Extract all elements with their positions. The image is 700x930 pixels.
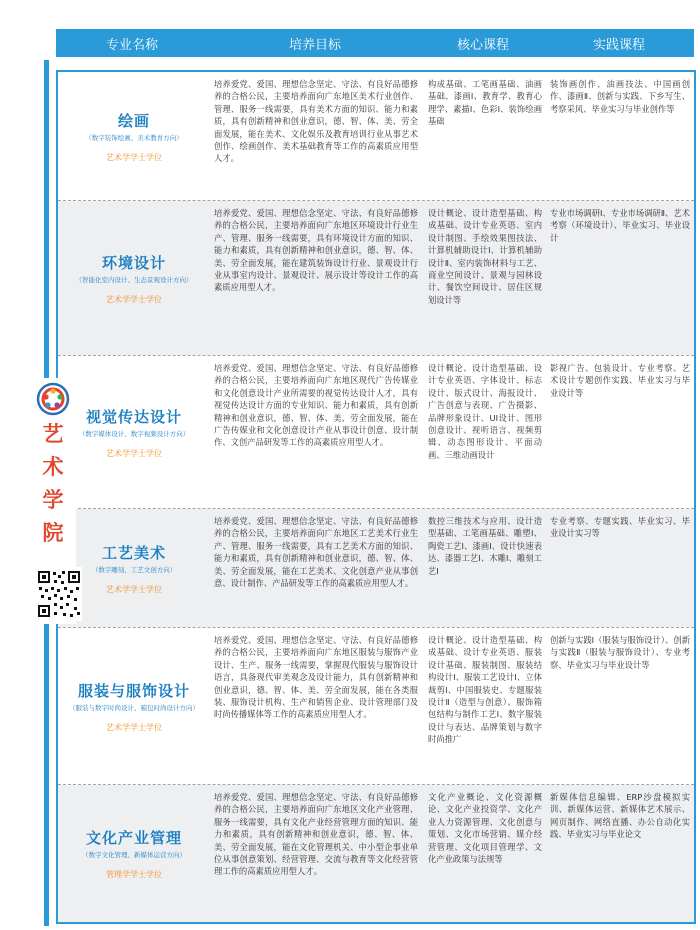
training-goal: 培养爱党、爱国、理想信念坚定、守法、有良好品德修养的合格公民，主要培养面向广东地区环境设计行业生产、管理、服务一线需要，具有环境设计方面的知识、能力和素质，具有创新精神和创业意识，德、智、体、美、劳全面发展，能在建筑装饰设计行业、景观设计行业从事室内设计、景观设计、展示设计等设计工作的高素质应用型人才。 xyxy=(214,208,418,293)
practice-courses: 装饰画创作、油画技法、中国画创作、漆画Ⅱ、创新与实践、下乡写生、考察采风、毕业实习与毕业创作等 xyxy=(550,79,690,114)
major-cell xyxy=(58,356,210,508)
training-goal: 培养爱党、爱国、理想信念坚定、守法、有良好品德修养的合格公民，主要培养面向广东地区现代广告传媒业和文化创意设计产业所需要的视觉传达设计人才，具有视觉传达设计方面的专业知识、能力和素质，具有创新精神和创业意识，德、智、体、美、劳全面发展，能在广告传媒业和文化创意设计产业从事设计创意、设计制作、文创产品研发等工作的高素质应用型人才。 xyxy=(214,363,418,448)
header-major-name: 专业名称 xyxy=(105,37,158,53)
major-degree: 艺术学学士学位 xyxy=(106,722,162,732)
header-core-courses: 核心课程 xyxy=(456,37,509,53)
majors-table xyxy=(56,72,696,924)
major-cell xyxy=(58,785,210,922)
major-cell xyxy=(58,72,210,200)
qr-code-icon xyxy=(36,567,82,621)
major-cell xyxy=(58,201,210,355)
training-goal: 培养爱党、爱国、理想信念坚定、守法、有良好品德修养的合格公民，主要培养面向广东地区工艺美术行业生产、管理、服务一线需要，具有工艺美术方面的知识、能力和素质，具有创新精神和创业意识，德、智、体、美、劳全面发展，能在工艺美术、文化创意产业从事创意、设计制作、产品研发等工作的高素质应用型人才。 xyxy=(214,516,418,589)
school-char: 院 xyxy=(42,521,64,545)
core-courses: 设计概论、设计造型基础、设计专业英语、字体设计、标志设计、版式设计、海报设计、广告创意与表现、广告摄影、品牌形象设计、UI设计、图形创意设计、视听语言、视频剪辑、动态图形设计、平面动画、三维动画设计 xyxy=(428,363,542,460)
table-header xyxy=(56,29,694,57)
major-degree: 艺术学学士学位 xyxy=(106,584,162,594)
training-goal: 培养爱党、爱国、理想信念坚定、守法、有良好品德修养的合格公民，主要培养面向广东地区美术行业创作、管理、服务一线需要，具有美术方面的知识、能力和素质，具有创新精神和创业意识，德、智、体、美、劳全面发展，能在美术、文化娱乐及教育培训行业从事艺术创作、绘画创作、美术基础教育等工作的高素质应用型人才。 xyxy=(214,79,418,164)
training-goal: 培养爱党、爱国、理想信念坚定、守法、有良好品德修养的合格公民，主要培养面向广东地区服装与服饰产业设计、生产、服务一线需要，掌握现代服装与服饰设计语言，具备现代审美观念及设计能力，具有创新精神和创业意识，德、智、体、美、劳全面发展，能在各类服装、服饰设计机构、生产和销售企业、设计管理部门及时尚传播媒体等工作的高素质应用型人才。 xyxy=(214,635,418,720)
school-char: 学 xyxy=(42,488,64,512)
major-degree: 艺术学学士学位 xyxy=(106,152,162,162)
major-direction: （智能化室内设计、生态景观设计方向） xyxy=(75,275,193,284)
practice-courses: 创新与实践Ⅰ（服装与服饰设计）、创新与实践Ⅱ（服装与服饰设计）、专业考察、毕业实习与毕业设计等 xyxy=(550,635,690,670)
major-direction: （服装与数字时尚设计、箱包时尚设计方向） xyxy=(69,703,199,712)
major-cell xyxy=(58,628,210,784)
major-degree: 艺术学学士学位 xyxy=(106,448,162,458)
school-char: 艺 xyxy=(42,422,64,446)
core-courses: 数控三维技术与应用、设计造型基础、工笔画基础、雕塑Ⅰ、陶瓷工艺Ⅰ、漆画Ⅰ、设计快速表达、漆器工艺Ⅰ、木雕Ⅰ、雕刻工艺Ⅰ xyxy=(428,516,542,576)
major-name: 文化产业管理 xyxy=(85,829,182,847)
major-name: 视觉传达设计 xyxy=(85,407,182,426)
college-logo-icon xyxy=(36,382,70,416)
core-courses: 文化产业概论、文化资源概论、文化产业投资学、文化产业人力资源管理、文化创意与策划、文化市场营销、媒介经营管理、文化项目管理学、文化产业政策与法规等 xyxy=(428,792,542,865)
header-training-goal: 培养目标 xyxy=(288,37,341,53)
core-courses: 设计概论、设计造型基础、构成基础、设计专业英语、室内设计制图、手绘效果图技法、计算机辅助设计Ⅰ、计算机辅助设计Ⅱ、室内装饰材料与工艺、商业空间设计、景观与园林设计、餐饮空间设计、居住区规划设计等 xyxy=(428,208,542,305)
major-direction: （数字文化管理、新媒体运营方向） xyxy=(82,851,186,859)
school-char: 术 xyxy=(42,455,64,479)
training-goal: 培养爱党、爱国、理想信念坚定、守法、有良好品德修养的合格公民，主要培养面向广东地区文化产业管理、服务一线需要，具有文化产业经营管理方面的知识、能力和素质，具有创新精神和创业意识，德、智、体、美、劳全面发展，能在文化管理机关、中小型企事业单位从事创意策划、经营管理、交流与教育等文化经营管理工作的高素质应用型人才。 xyxy=(214,792,418,877)
major-direction: （数字雕刻、工艺文创方向） xyxy=(91,565,177,574)
major-degree: 管理学学士学位 xyxy=(106,870,162,879)
major-name: 服装与服饰设计 xyxy=(77,681,190,700)
header-practice-courses: 实践课程 xyxy=(592,37,645,53)
table-row xyxy=(58,509,694,627)
major-direction: （数字媒体设计、数字视频设计方向） xyxy=(78,429,190,438)
practice-courses: 影视广告、包装设计、专业考察、艺术设计专题创作实践、毕业实习与毕业设计等 xyxy=(550,363,690,398)
major-name: 环境设计 xyxy=(101,253,166,272)
major-name: 工艺美术 xyxy=(101,543,166,562)
table-row xyxy=(58,785,694,922)
table-row xyxy=(58,72,694,200)
practice-courses: 专业市场调研Ⅰ、专业市场调研Ⅱ、艺术考察（环境设计）、毕业实习、毕业设计 xyxy=(550,208,690,243)
major-degree: 艺术学学士学位 xyxy=(106,294,162,304)
core-courses: 设计概论、设计造型基础、构成基础、设计专业英语、服装设计基础、服装制图、服装结构设计Ⅰ、服装工艺设计Ⅰ、立体裁剪Ⅰ、中国服装史、专题服装设计Ⅱ（造型与创意）、服饰箱包结构与制作工艺Ⅰ、数字服装设计与表达、品牌策划与数字时尚推广 xyxy=(428,635,542,745)
core-courses: 构成基础、工笔画基础、油画基础、漆画Ⅰ、教育学、教育心理学、素描Ⅰ、色彩Ⅰ、装饰绘画基础 xyxy=(428,79,542,127)
practice-courses: 专业考察、专题实践、毕业实习、毕业设计实习等 xyxy=(550,516,690,539)
table-row xyxy=(58,628,694,784)
table-row xyxy=(58,201,694,355)
practice-courses: 新媒体信息编辑、ERP沙盘模拟实训、新媒体运营、新媒体艺术展示、网页制作、网络直播、办公自动化实践、毕业实习与毕业论文 xyxy=(550,792,690,840)
table-row xyxy=(58,356,694,508)
major-direction: （数字装饰绘画、美术教育方向） xyxy=(85,133,183,142)
major-name: 绘画 xyxy=(117,111,150,130)
